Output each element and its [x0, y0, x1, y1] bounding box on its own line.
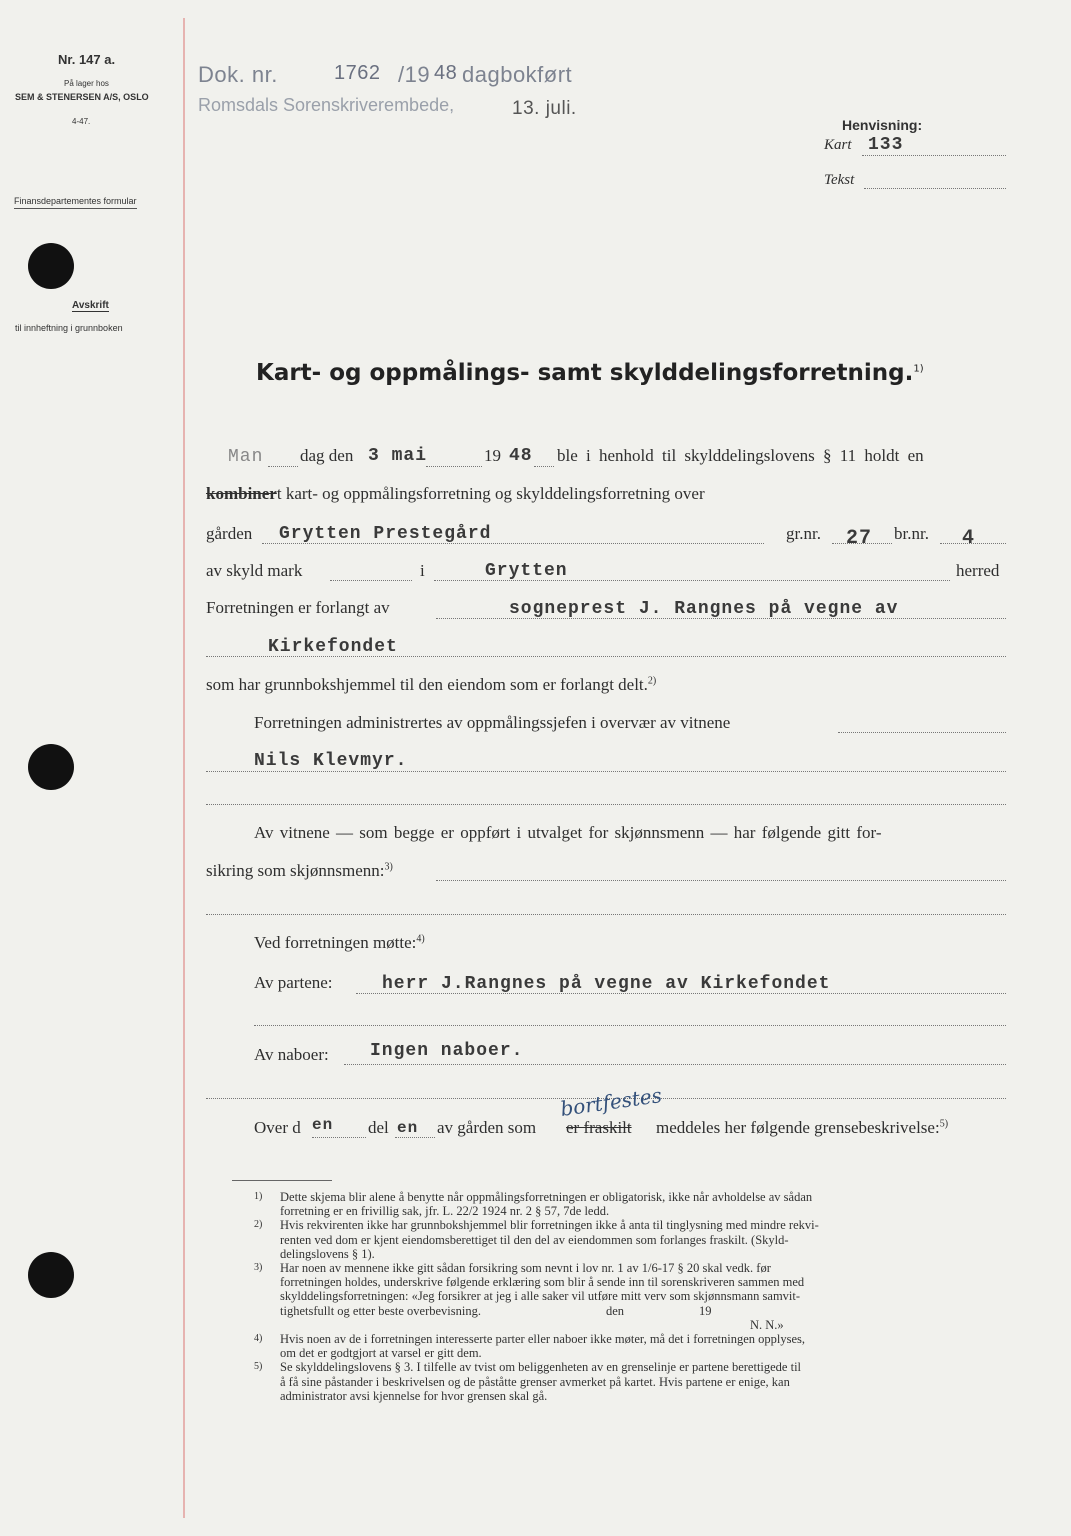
- herred-label: herred: [956, 561, 1000, 580]
- partene-value: herr J.Rangnes på vegne av Kirkefondet: [382, 974, 831, 994]
- footnote-line: forretning er en frivillig sak, jfr. L. 22/2 1924 nr. 2 § 57, 7de ledd.: [280, 1204, 610, 1219]
- reference-label: Henvisning:: [842, 117, 923, 133]
- punch-hole: [28, 1252, 74, 1298]
- dotted-line: [534, 466, 554, 467]
- grnr-label: gr.nr.: [786, 524, 821, 543]
- footnote-line: tighetsfullt og etter beste overbevisning. den 19: [280, 1303, 712, 1318]
- over-label: Over d: [254, 1118, 301, 1137]
- footnote: [254, 1218, 1008, 1261]
- dotted-line: [330, 580, 412, 581]
- dotted-line: [426, 466, 482, 467]
- footnote-line: N. N.»: [750, 1317, 784, 1332]
- witness-name: Nils Klevmyr.: [254, 751, 408, 771]
- garden-label: gården: [206, 524, 253, 543]
- doc-year: 48: [434, 62, 458, 84]
- margin-line: [183, 18, 185, 1518]
- footnote-line: om det er godtgjort at varsel er gitt dem.: [280, 1346, 482, 1361]
- line1-text: ble i henhold til skylddelingslovens § 11 holdt en: [557, 446, 924, 465]
- kart-line: [862, 155, 1006, 156]
- admin-text: Forretningen administrertes av oppmålingssjefen i overvær av vitnene: [254, 713, 731, 732]
- doc-year-prefix: /19: [398, 62, 431, 87]
- footnote-number: 2): [254, 1219, 263, 1231]
- ministry-form-label: Finansdepartementes formular: [14, 196, 137, 209]
- doc-date: 13. juli.: [512, 98, 577, 119]
- copy-note: til innheftning i grunnboken: [15, 323, 123, 333]
- dotted-line: [268, 466, 298, 467]
- footnote-line: Hvis rekvirenten ikke har grunnbokshjemmel blir forretningen ikke å anta til tinglysning med mindre rekvi-: [280, 1218, 819, 1233]
- footnote: [254, 1261, 1008, 1318]
- handwritten-correction: bortfestes: [558, 1083, 664, 1121]
- requested-label: Forretningen er forlangt av: [206, 598, 390, 617]
- year-prefix: 19: [484, 446, 501, 465]
- footnote-number: 3): [254, 1262, 263, 1274]
- footnote-line: renten ved dom er kjent eiendomsberettiget til den del av eiendommen som forlanges fraskilt. (Skyld-: [280, 1232, 789, 1247]
- tekst-label: Tekst: [824, 172, 855, 188]
- del-fill: en: [397, 1119, 419, 1137]
- footnote: [254, 1190, 1008, 1218]
- dotted-line: [838, 732, 1006, 733]
- over-fill: en: [312, 1116, 334, 1134]
- dotted-line: [206, 804, 1006, 805]
- requested-value-2: Kirkefondet: [268, 637, 398, 657]
- footnote-line: administrator avsi kjennelse for hvor grensen skal gå.: [280, 1388, 548, 1403]
- vitner-text-1: Av vitnene — som begge er oppført i utvalget for skjønnsmenn — har følgende gitt for-: [254, 823, 882, 842]
- mote-text: Ved forretningen møtte:$^{4)}$: [254, 933, 425, 952]
- dotted-line: [206, 914, 1006, 915]
- footnote-line: delingslovens § 1).: [280, 1246, 375, 1261]
- footnote-line: Hvis noen av de i forretningen interesserte parter eller naboer ikke møter, må det i forretningen opplyses,: [280, 1332, 806, 1347]
- footnote-line: skylddelingsforretningen: «Jeg forsikrer at jeg i alle saker vil utføre mitt verv som skjønnsmann samvit-: [280, 1289, 801, 1304]
- brnr-value: 4: [962, 527, 976, 550]
- publisher-line: På lager hos: [64, 79, 109, 88]
- document-title: Kart- og oppmålings- samt skylddelingsforretning.$^{1)}$: [256, 360, 924, 386]
- footnote-divider: [232, 1180, 332, 1181]
- dotted-line: [344, 1064, 1006, 1065]
- partene-label: Av partene:: [254, 973, 333, 992]
- kart-value: 133: [868, 135, 904, 155]
- vitner-text-2: sikring som skjønnsmenn:$^{3)}$: [206, 861, 393, 880]
- av-garden-text: av gården som: [437, 1118, 537, 1137]
- dag-den-label: dag den: [300, 446, 354, 465]
- kombinert-text: kombinert kart- og oppmålingsforretning og skylddelingsforretning over: [206, 484, 705, 503]
- footnote: [254, 1332, 1008, 1360]
- naboer-value: Ingen naboer.: [370, 1041, 524, 1061]
- requested-value: sogneprest J. Rangnes på vegne av: [509, 599, 899, 619]
- del-label: del: [368, 1118, 389, 1137]
- i-label: i: [420, 561, 425, 580]
- footnote-line: å få sine påstander i beskrivelsen og de påståtte grenser avmerket på kartet. Hvis partene er enige, kan: [280, 1374, 790, 1389]
- doc-registered-label: dagbokført: [462, 62, 573, 87]
- copy-title: Avskrift: [72, 300, 109, 311]
- publisher-name: SEM & STENERSEN A/S, OSLO: [15, 92, 149, 102]
- office-stamp: Romsdals Sorenskriverembede,: [198, 95, 455, 115]
- form-number: Nr. 147 a.: [58, 52, 116, 67]
- dotted-line: [206, 771, 1006, 772]
- date-value: 3 mai: [368, 446, 428, 466]
- kart-label: Kart: [824, 137, 852, 153]
- footnote-line: Har noen av mennene ikke gitt sådan forsikring som nevnt i lov nr. 1 av 1/6-17 § 20 skal vedk. før: [280, 1261, 771, 1276]
- dotted-line: [395, 1137, 435, 1138]
- grnr-value: 27: [846, 527, 873, 550]
- weekday-value: Man: [228, 447, 264, 467]
- footnote-line: Dette skjema blir alene å benytte når oppmålingsforretningen er obligatorisk, ikke når avholdelse av sådan: [280, 1190, 813, 1204]
- footnote: [254, 1318, 1008, 1332]
- dotted-line: [312, 1137, 366, 1138]
- punch-hole: [28, 744, 74, 790]
- dotted-line: [436, 880, 1006, 881]
- tekst-line: [864, 188, 1006, 189]
- grunnbok-text: som har grunnbokshjemmel til den eiendom som er forlangt delt.$^{2)}$: [206, 675, 657, 694]
- footnote-line: Se skylddelingslovens § 3. I tilfelle av tvist om beliggenheten av en grenselinje er partene berettigede til: [280, 1360, 802, 1375]
- footnote-number: 5): [254, 1361, 263, 1373]
- struck-text: er fraskilt: [566, 1118, 632, 1137]
- skyld-label: av skyld mark: [206, 561, 303, 580]
- footnote: [254, 1360, 1008, 1403]
- meddeles-text: meddeles her følgende grensebeskrivelse:$^{5)}$: [656, 1118, 949, 1137]
- footnote-line: forretningen holdes, underskrive følgende erklæring som blir å sende inn til sorenskriveren sammen med: [280, 1275, 805, 1290]
- herred-value: Grytten: [485, 561, 568, 581]
- footnotes: [254, 1190, 1008, 1403]
- footnote-number: 1): [254, 1191, 263, 1202]
- garden-value: Grytten Prestegård: [279, 524, 492, 544]
- footnote-number: 4): [254, 1333, 263, 1345]
- form-edition: 4-47.: [72, 117, 91, 126]
- year-value: 48: [509, 446, 533, 466]
- doc-number: 1762: [334, 62, 381, 84]
- brnr-label: br.nr.: [894, 524, 929, 543]
- dotted-line: [254, 1025, 1006, 1026]
- naboer-label: Av naboer:: [254, 1045, 329, 1064]
- punch-hole: [28, 243, 74, 289]
- doc-number-label: Dok. nr.: [198, 62, 278, 87]
